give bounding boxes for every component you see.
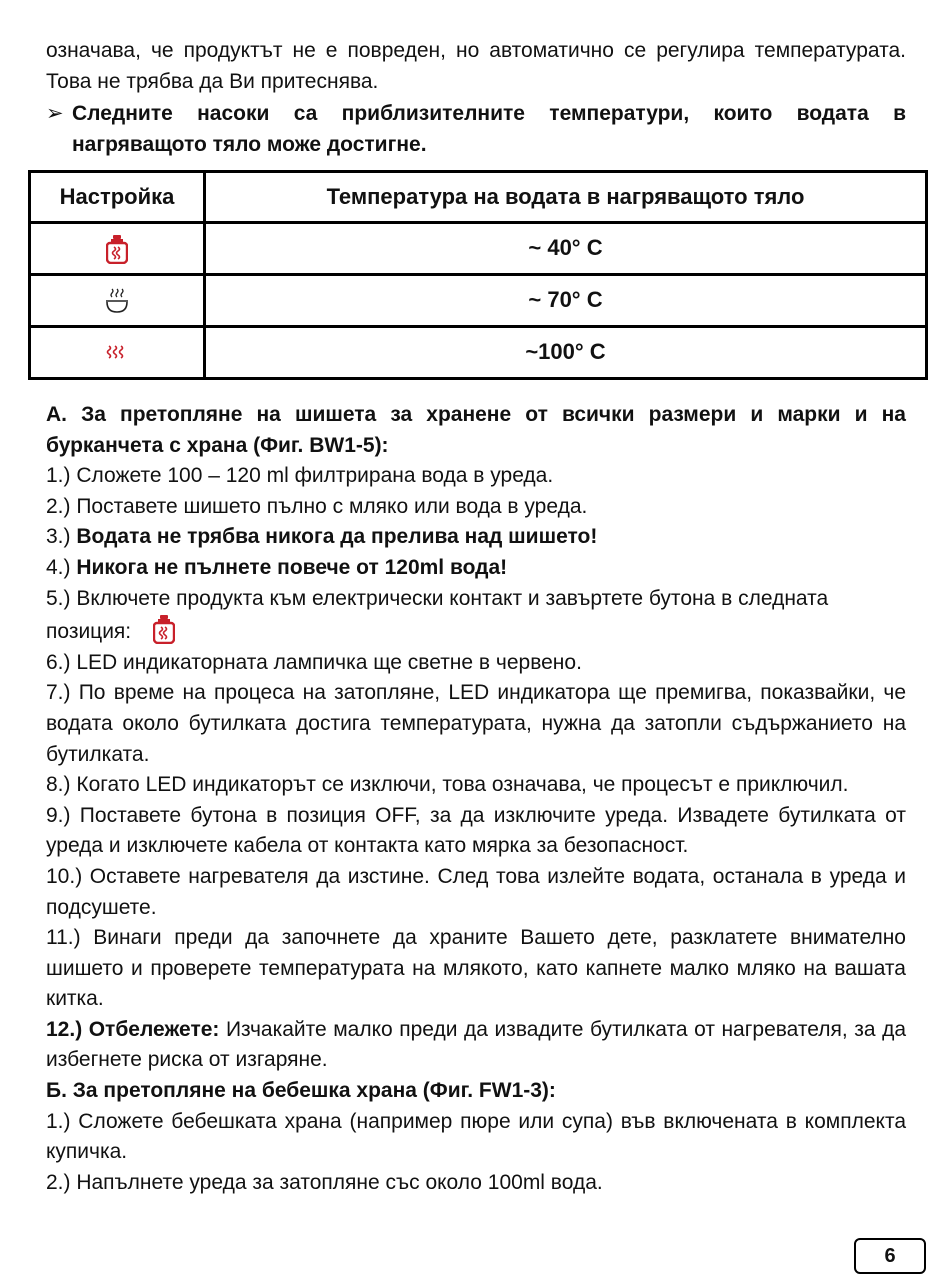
bottle-icon xyxy=(153,614,175,644)
table-header-row xyxy=(30,172,927,223)
temperature-table xyxy=(28,170,928,380)
step-a2: 2.) Поставете шишето пълно с мляко или вода в уреда. xyxy=(46,494,588,518)
step-a5 xyxy=(46,584,906,648)
bottle-icon xyxy=(106,234,128,264)
step-a12 xyxy=(46,1015,906,1076)
intro-paragraph: означава, че продуктът не е повреден, но автоматично се регулира температурата. Това не трябва да Ви притеснява. xyxy=(46,39,906,93)
temperature-cell: ~ 70° C xyxy=(205,275,927,327)
step-a3-number: 3.) xyxy=(46,525,71,549)
temperature-note-text: Следните насоки са приблизителните температури, които водата в нагряващото тяло може достигне. xyxy=(72,102,906,156)
table-row xyxy=(30,327,927,379)
setting-cell xyxy=(30,327,205,379)
step-b2: 2.) Напълнете уреда за затопляне със около 100ml вода. xyxy=(46,1170,603,1194)
temperature-cell: ~100° C xyxy=(205,327,927,379)
step-a8: 8.) Когато LED индикаторът се изключи, това означава, че процесът е приключил. xyxy=(46,773,849,797)
header-temperature: Температура на водата в нагряващото тяло xyxy=(205,172,927,223)
temperature-note xyxy=(46,99,906,160)
step-a3 xyxy=(46,522,906,553)
step-a4-text: Никога не пълнете повече от 120ml вода! xyxy=(76,555,508,579)
step-a5-text: 5.) Включете продукта към електрически контакт и завъртете бутона в следната позиция: xyxy=(46,586,829,644)
step-a12-label: 12.) Отбележете: xyxy=(46,1017,220,1041)
temperature-cell: ~ 40° C xyxy=(205,223,927,275)
setting-cell xyxy=(30,223,205,275)
step-a9: 9.) Поставете бутона в позиция OFF, за да изключите уреда. Извадете бутилката от уреда и изключете кабела от контакта като мярка за безопасност. xyxy=(46,803,906,858)
step-a7: 7.) По време на процеса на затопляне, LED индикатора ще премигва, показвайки, че водата около бутилката достига температурата, нужна да затопли съдържанието на бутилката. xyxy=(46,681,906,766)
page-number: 6 xyxy=(854,1238,926,1274)
step-a4 xyxy=(46,553,906,584)
step-a4-number: 4.) xyxy=(46,555,71,579)
step-a3-text: Водата не трябва никога да прелива над шишето! xyxy=(76,525,598,549)
section-a-title: А. За претопляне на шишета за хранене от всички размери и марки и на бурканчета с храна (Фиг. BW1-5): xyxy=(46,403,906,457)
step-a12-text: Изчакайте малко преди да извадите бутилката от нагревателя, за да избегнете риска от изгаряне. xyxy=(46,1017,906,1072)
instructions xyxy=(46,400,906,1198)
food-bowl-icon xyxy=(104,287,130,315)
step-a6: 6.) LED индикаторната лампичка ще светне в червено. xyxy=(46,650,582,674)
header-setting: Настройка xyxy=(30,172,205,223)
step-a11: 11.) Винаги преди да започнете да храните Вашето дете, разклатете внимателно шишето и проверете температурата на млякото, като капнете малко мляко на вашата китка. xyxy=(46,926,906,1011)
intro-block xyxy=(46,36,906,160)
steam-icon xyxy=(106,344,128,362)
table-row xyxy=(30,223,927,275)
arrow-bullet-icon: ➢ xyxy=(46,102,64,126)
table-row xyxy=(30,275,927,327)
setting-cell xyxy=(30,275,205,327)
step-b1: 1.) Сложете бебешката храна (например пюре или супа) във включената в комплекта купичка. xyxy=(46,1109,906,1164)
section-b-title: Б. За претопляне на бебешка храна (Фиг. FW1-3): xyxy=(46,1079,556,1103)
step-a1: 1.) Сложете 100 – 120 ml филтрирана вода в уреда. xyxy=(46,464,554,488)
step-a10: 10.) Оставете нагревателя да изстине. След това излейте водата, останала в уреда и подсушете. xyxy=(46,864,906,919)
